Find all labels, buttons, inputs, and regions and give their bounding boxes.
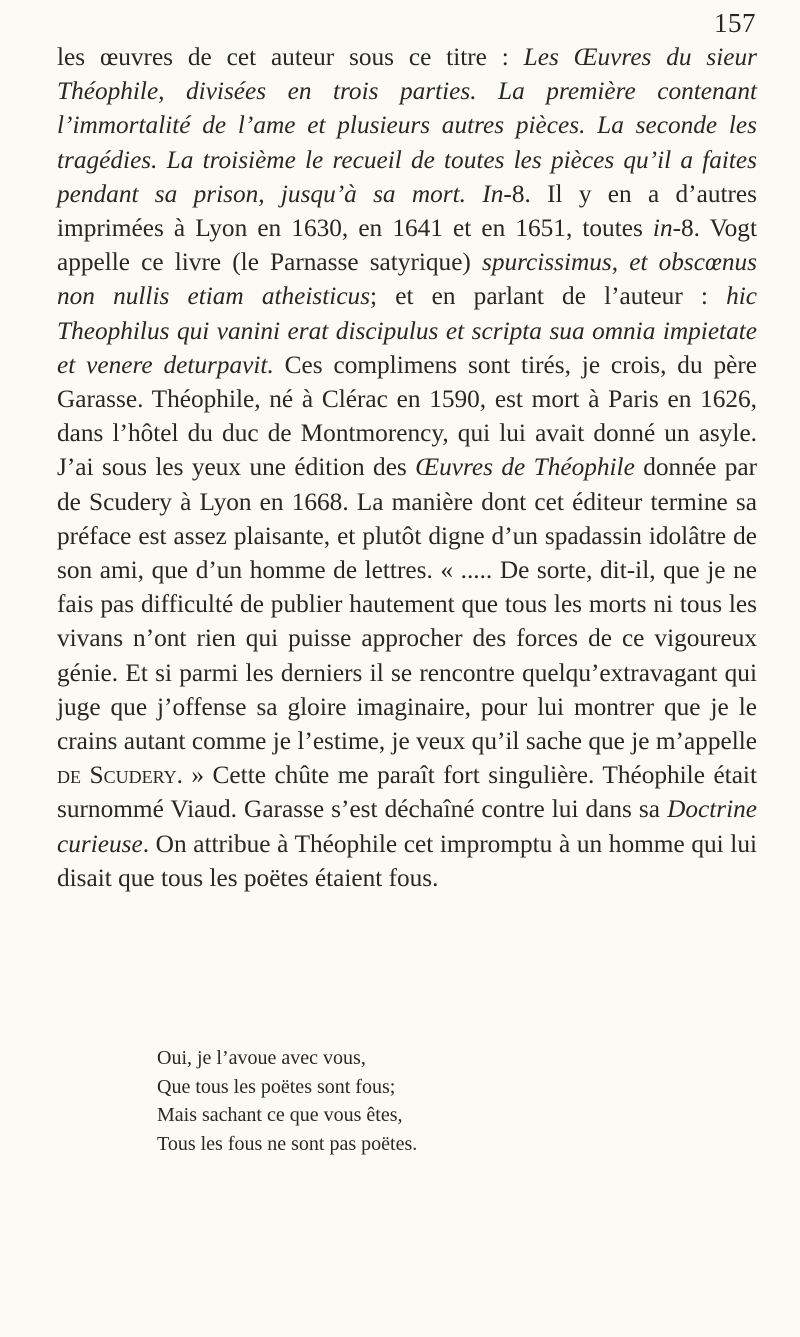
text-segment: donnée par de Scudery à Lyon en 1668. La manière dont cet éditeur termine sa préface est assez plaisante, et plutôt digne d’un spadassin idolâtre de son ami, que d’un homme de lettres. « ..... De sorte, dit-il, que je ne fais pas difficulté de publier hautement que tous les morts ni tous les vivans n’ont rien qui puisse approcher des forces de ce vigoureux génie. Et si parmi les derniers il se rencontre quelqu’extravagant qui juge que j’offense sa gloire imaginaire, pour lui montrer que je le crains autant comme je l’estime, je veux qu’il sache que je m’appelle (57, 453, 758, 756)
main-paragraph (57, 40, 757, 895)
text-segment: Ces complimens sont tirés, je crois, du père Garasse. Théophile, né à Clérac en 1590, est mort à Paris en 1626, dans l’hôtel du duc de Montmorency, qui lui avait donné un asyle. J’ai sous les yeux une édition des (57, 350, 757, 482)
small-caps-name: de Scudery (57, 761, 177, 790)
text-segment: . » Cette chûte me paraît fort singulière. Théophile était surnommé Viaud. Garasse s’est déchaîné contre lui dans sa (57, 761, 757, 824)
format-italic: in (652, 214, 673, 243)
impromptu-poem (157, 1044, 417, 1158)
poem-line: Oui, je l’avoue avec vous, (157, 1047, 366, 1069)
text-segment: les œuvres de cet auteur sous ce titre : (57, 43, 524, 71)
poem-line: Mais sachant ce que vous êtes, (157, 1104, 403, 1126)
text-segment: -8. Vogt appelle ce livre (le Parnasse satyrique) (57, 214, 757, 277)
poem-line: Tous les fous ne sont pas poëtes. (157, 1132, 418, 1155)
latin-quote-italic: hic Theophilus qui vanini erat discipulus et scripta sua omnia impietate et venere deturpavit. (57, 282, 757, 379)
text-segment: . On attribue à Théophile cet impromptu à un homme qui lui disait que tous les poëtes étaient fous. (57, 829, 757, 892)
text-segment: -8. Il y en a d’autres imprimées à Lyon en 1630, en 1641 et en 1651, toutes (57, 179, 757, 243)
book-title-italic: Œuvres de Théophile (415, 453, 635, 482)
latin-quote-italic: spurcissimus, et obscœnus non nullis etiam atheisticus (57, 248, 757, 311)
page-number: 157 (714, 8, 756, 38)
text-segment: ; et en parlant de l’auteur : (370, 282, 727, 311)
book-title-italic: Doctrine curieuse (57, 795, 757, 858)
book-title-italic: Les Œuvres du sieur Théophile, divisées en trois parties. La première contenant l’immortalité de l’ame et plusieurs autres pièces. La seconde les tragédies. La troisième le recueil de toutes les pièces qu’il a faites pendant sa prison, jusqu’à sa mort. In (57, 43, 757, 208)
body-text (57, 40, 757, 895)
poem-line: Que tous les poëtes sont fous; (157, 1075, 396, 1098)
